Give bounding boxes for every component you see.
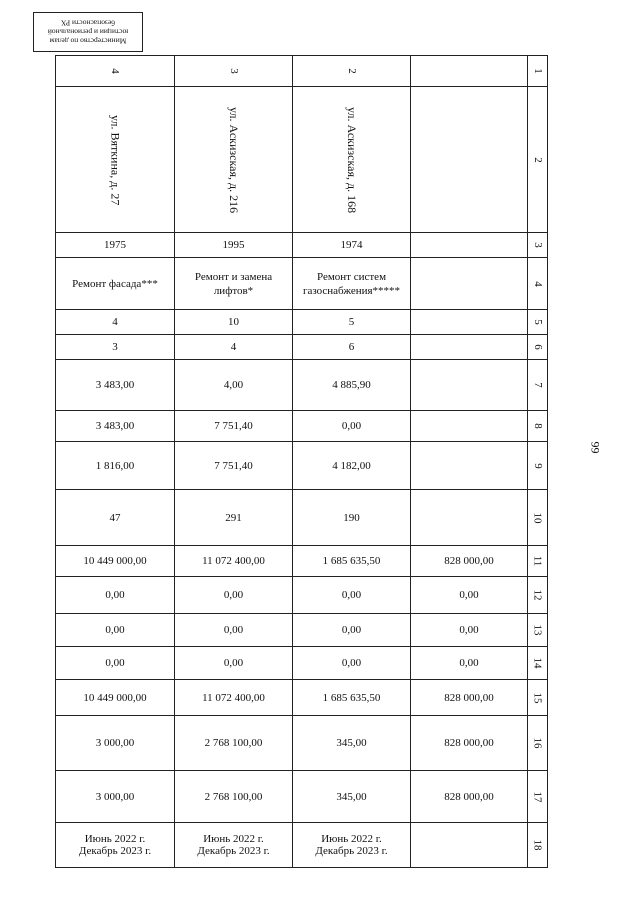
row-number-cell [528, 258, 548, 310]
table-row [56, 716, 548, 771]
cell [175, 56, 293, 87]
row-number-cell [528, 411, 548, 442]
value-cell: 3 483,00 [56, 360, 175, 411]
data-table [55, 55, 548, 868]
value-cell: 0,00 [293, 614, 411, 647]
row-number-cell [528, 360, 548, 411]
value-cell: 4 [175, 335, 293, 360]
row-number-cell [528, 310, 548, 335]
row-number: 9 [531, 462, 544, 469]
row-number-cell [528, 546, 548, 577]
value-cell: 345,00 [293, 771, 411, 823]
ministry-stamp [33, 12, 143, 52]
value-cell: 2 768 100,00 [175, 771, 293, 823]
row-number: 18 [531, 839, 544, 851]
value-cell: 5 [293, 310, 411, 335]
address-text: ул. Аскизская, д. 216 [227, 106, 241, 214]
period-cell: Июнь 2022 г. Декабрь 2023 г. [293, 823, 411, 868]
page-number: 99 [588, 441, 603, 454]
row-number: 2 [531, 156, 544, 163]
row-number-cell [528, 233, 548, 258]
value-cell [411, 335, 528, 360]
row-number: 12 [531, 589, 544, 601]
year-cell: 1975 [56, 233, 175, 258]
stamp-text: Министерство по делам юстиции и региональной безопасности РХ [47, 18, 129, 46]
address-cell [56, 87, 175, 233]
value-cell: 10 449 000,00 [56, 680, 175, 716]
row-number-cell [528, 490, 548, 546]
address-cell [175, 87, 293, 233]
value-cell: 291 [175, 490, 293, 546]
value-cell: 3 000,00 [56, 716, 175, 771]
value-cell: 828 000,00 [411, 716, 528, 771]
value-cell: 0,00 [293, 647, 411, 680]
table-row [56, 87, 548, 233]
cell [56, 56, 175, 87]
address-text: ул. Вяткина, д. 27 [108, 114, 123, 206]
row-number: 14 [531, 657, 544, 669]
row-number-cell [528, 56, 548, 87]
address-cell [293, 87, 411, 233]
value-cell: 828 000,00 [411, 680, 528, 716]
value-cell: 10 449 000,00 [56, 546, 175, 577]
value-cell: 4,00 [175, 360, 293, 411]
table-row [56, 360, 548, 411]
year-cell: 1995 [175, 233, 293, 258]
value-cell: 0,00 [411, 647, 528, 680]
value-cell: 1 816,00 [56, 442, 175, 490]
value-cell: 0,00 [293, 577, 411, 614]
table-row [56, 823, 548, 868]
table-row [56, 335, 548, 360]
value-cell [411, 490, 528, 546]
row-number-cell [528, 823, 548, 868]
row-number-cell [528, 577, 548, 614]
work-type-cell: Ремонт и замена лифтов* [175, 258, 293, 310]
column-number: 2 [345, 68, 358, 74]
value-cell: 0,00 [175, 614, 293, 647]
row-number: 7 [531, 382, 544, 388]
row-number: 3 [531, 242, 544, 248]
table-row [56, 490, 548, 546]
row-number: 5 [531, 319, 544, 325]
value-cell: 828 000,00 [411, 546, 528, 577]
value-cell [411, 442, 528, 490]
cell [411, 56, 528, 87]
work-type-cell: Ремонт систем газоснабжения***** [293, 258, 411, 310]
value-cell: 0,00 [411, 577, 528, 614]
table-row [56, 546, 548, 577]
address-cell [411, 87, 528, 233]
row-number-cell [528, 442, 548, 490]
value-cell: 10 [175, 310, 293, 335]
value-cell: 0,00 [411, 614, 528, 647]
table-row [56, 411, 548, 442]
value-cell [411, 411, 528, 442]
row-number: 11 [531, 555, 544, 567]
table-row [56, 258, 548, 310]
row-number-cell [528, 647, 548, 680]
value-cell: 1 685 635,50 [293, 546, 411, 577]
row-number: 10 [531, 512, 544, 523]
row-number: 1 [531, 68, 544, 74]
value-cell: 0,00 [56, 577, 175, 614]
row-number: 13 [531, 624, 544, 636]
table-row [56, 310, 548, 335]
row-number: 15 [531, 692, 544, 703]
period-cell: Июнь 2022 г. Декабрь 2023 г. [56, 823, 175, 868]
address-text: ул. Аскизская, д. 168 [345, 106, 359, 214]
value-cell: 0,00 [56, 614, 175, 647]
row-number-cell [528, 771, 548, 823]
value-cell: 4 885,90 [293, 360, 411, 411]
year-cell [411, 233, 528, 258]
work-type-cell [411, 258, 528, 310]
value-cell: 4 [56, 310, 175, 335]
value-cell: 47 [56, 490, 175, 546]
value-cell: 0,00 [175, 577, 293, 614]
value-cell: 1 685 635,50 [293, 680, 411, 716]
column-number: 4 [109, 68, 121, 74]
table-row [56, 680, 548, 716]
row-number: 16 [531, 737, 544, 749]
table-row [56, 647, 548, 680]
row-number: 6 [531, 344, 544, 350]
value-cell: 7 751,40 [175, 442, 293, 490]
row-number-cell [528, 716, 548, 771]
table-row [56, 442, 548, 490]
row-number: 8 [531, 423, 544, 429]
year-cell: 1974 [293, 233, 411, 258]
value-cell: 3 483,00 [56, 411, 175, 442]
row-number-cell [528, 87, 548, 233]
value-cell: 828 000,00 [411, 771, 528, 823]
row-number: 17 [531, 791, 544, 802]
value-cell: 345,00 [293, 716, 411, 771]
value-cell: 4 182,00 [293, 442, 411, 490]
row-number-cell [528, 680, 548, 716]
value-cell: 0,00 [175, 647, 293, 680]
table-row [56, 56, 548, 87]
table-row [56, 233, 548, 258]
value-cell: 3 [56, 335, 175, 360]
row-number-cell [528, 335, 548, 360]
column-number: 3 [227, 68, 240, 74]
table-row [56, 614, 548, 647]
value-cell: 7 751,40 [175, 411, 293, 442]
value-cell [411, 310, 528, 335]
value-cell: 190 [293, 490, 411, 546]
value-cell: 11 072 400,00 [175, 680, 293, 716]
value-cell: 0,00 [293, 411, 411, 442]
table-row [56, 577, 548, 614]
value-cell: 3 000,00 [56, 771, 175, 823]
value-cell: 6 [293, 335, 411, 360]
cell [293, 56, 411, 87]
value-cell: 0,00 [56, 647, 175, 680]
table-row [56, 771, 548, 823]
period-cell [411, 823, 528, 868]
value-cell [411, 360, 528, 411]
row-number: 4 [531, 280, 544, 287]
work-type-cell: Ремонт фасада*** [56, 258, 175, 310]
row-number-cell [528, 614, 548, 647]
value-cell: 11 072 400,00 [175, 546, 293, 577]
period-cell: Июнь 2022 г. Декабрь 2023 г. [175, 823, 293, 868]
value-cell: 2 768 100,00 [175, 716, 293, 771]
